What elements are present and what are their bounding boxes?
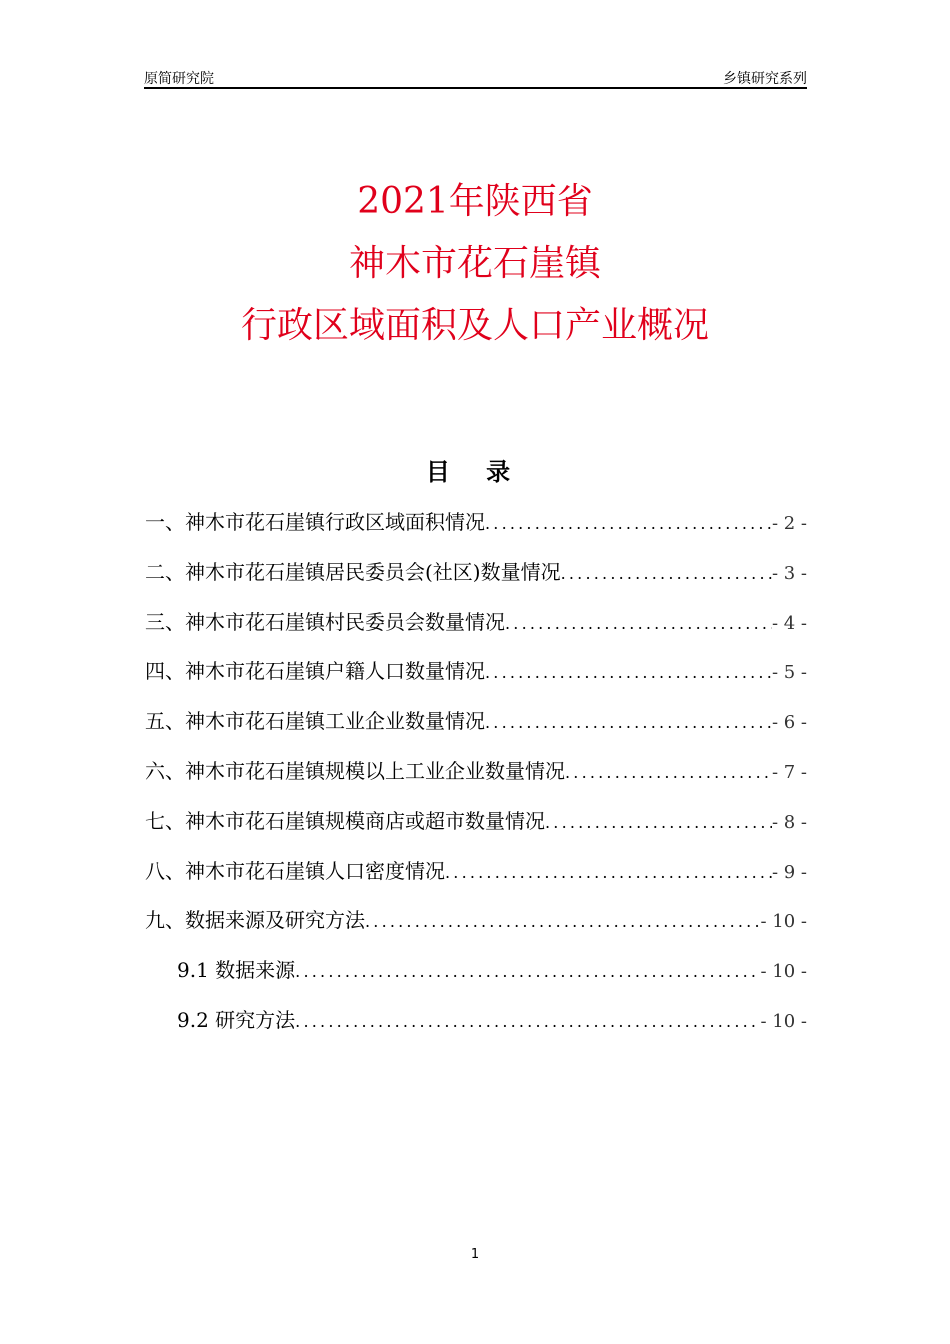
toc-entry-label: 九、数据来源及研究方法 xyxy=(145,908,365,933)
dot-leader xyxy=(485,713,772,732)
toc-entry-page: - 10 - xyxy=(760,961,807,983)
document-title xyxy=(0,171,950,357)
toc-entry-label: 六、神木市花石崖镇规模以上工业企业数量情况 xyxy=(145,758,565,783)
header-left: 原简研究院 xyxy=(144,71,214,87)
toc-entry-page: - 2 - xyxy=(771,513,807,534)
toc-entry-page: - 10 - xyxy=(760,911,807,933)
toc-entry-label: 一、神木市花石崖镇行政区域面积情况 xyxy=(145,510,485,534)
dot-leader xyxy=(565,763,772,782)
title-line: 行政区域面积及人口产业概况 xyxy=(240,305,709,346)
toc-entry[interactable] xyxy=(145,506,807,556)
title-line: 2021年陕西省 xyxy=(357,181,593,222)
toc-entry-page: - 4 - xyxy=(771,612,807,634)
title-line: 神木市花石崖镇 xyxy=(348,243,601,284)
header-rule xyxy=(144,87,807,89)
toc-entry-page: - 8 - xyxy=(771,811,807,833)
page-header xyxy=(144,68,807,88)
toc-entry[interactable] xyxy=(145,855,807,905)
toc-entry-label: 四、神木市花石崖镇户籍人口数量情况 xyxy=(145,659,485,684)
toc-entry[interactable] xyxy=(145,904,807,954)
page-number: 1 xyxy=(470,1247,480,1262)
toc-heading: 目 录 xyxy=(425,458,525,486)
dot-leader xyxy=(445,863,772,882)
dot-leader xyxy=(485,663,772,682)
dot-leader xyxy=(561,564,772,583)
toc-entry-page: - 3 - xyxy=(771,562,807,584)
dot-leader xyxy=(545,813,772,832)
toc-entry-label: 三、神木市花石崖镇村民委员会数量情况 xyxy=(145,609,505,634)
toc-entry-label: 八、神木市花石崖镇人口密度情况 xyxy=(145,858,445,883)
toc-entry-page: - 10 - xyxy=(760,1010,807,1032)
toc-entry[interactable] xyxy=(145,556,807,606)
toc-entry[interactable] xyxy=(145,655,807,705)
toc-subentry[interactable] xyxy=(145,1004,807,1054)
toc-subentry[interactable] xyxy=(145,954,807,1004)
toc-entry[interactable] xyxy=(145,705,807,755)
toc-entry-page: - 5 - xyxy=(771,662,807,684)
toc-entry-label: 二、神木市花石崖镇居民委员会(社区)数量情况 xyxy=(145,559,561,584)
toc-entry[interactable] xyxy=(145,805,807,855)
toc-entry-label: 七、神木市花石崖镇规模商店或超市数量情况 xyxy=(145,808,545,833)
dot-leader xyxy=(295,962,760,981)
dot-leader xyxy=(365,912,760,931)
toc-entry[interactable] xyxy=(145,755,807,805)
toc-entry-page: - 6 - xyxy=(771,712,807,734)
toc-entry-page: - 9 - xyxy=(771,861,807,883)
dot-leader xyxy=(295,1012,760,1031)
toc-entry-label: 9.1 数据来源 xyxy=(177,958,296,983)
toc-entry[interactable] xyxy=(145,606,807,656)
toc-entry-label: 五、神木市花石崖镇工业企业数量情况 xyxy=(145,709,485,734)
dot-leader xyxy=(505,614,772,633)
toc-entry-label: 9.2 研究方法 xyxy=(177,1007,296,1032)
table-of-contents xyxy=(145,506,807,1054)
dot-leader xyxy=(485,514,772,533)
toc-entry-page: - 7 - xyxy=(771,761,807,783)
header-right: 乡镇研究系列 xyxy=(723,71,807,87)
